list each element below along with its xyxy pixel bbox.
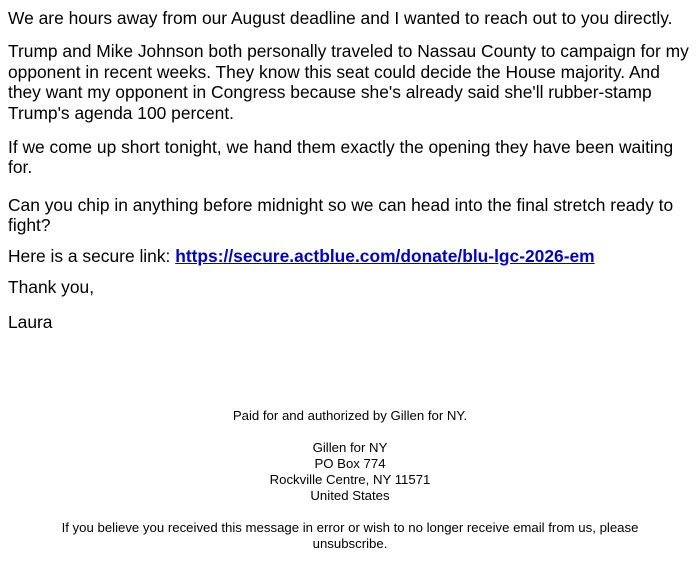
paragraph-chip-in: Can you chip in anything before midnight so we can head into the final stretch ready to fight? <box>8 194 674 236</box>
paid-for-disclaimer: Paid for and authorized by Gillen for NY. <box>232 408 468 423</box>
signature-name: Laura <box>8 312 53 333</box>
donate-link[interactable]: https://secure.actblue.com/donate/blu-lgc-2026-em <box>175 245 595 266</box>
email-body <box>8 8 690 333</box>
paragraph-secure-link <box>8 246 690 266</box>
unsubscribe-notice: If you believe you received this message in error or wish to no longer receive email from us, please unsubscribe. <box>61 520 639 551</box>
address-po-box: PO Box 774 <box>314 456 386 471</box>
email-footer <box>0 408 700 552</box>
paragraph-thank-you: Thank you, <box>8 277 95 298</box>
paragraph-deadline: We are hours away from our August deadline and I wanted to reach out to you directly. <box>8 8 673 28</box>
address-name: Gillen for NY <box>312 440 388 455</box>
address-city: Rockville Centre, NY 11571 <box>269 472 431 487</box>
address-country: United States <box>310 488 390 503</box>
secure-link-prefix: Here is a secure link: <box>8 245 176 266</box>
footer-spacer <box>0 424 700 440</box>
paragraph-short-tonight: If we come up short tonight, we hand them exactly the opening they have been waiting for. <box>8 137 674 178</box>
paragraph-opponent: Trump and Mike Johnson both personally traveled to Nassau County to campaign for my opponent in recent weeks. They know this seat could decide the House majority. And they want my opponent in Congress because she's already said she'll rubber-stamp Trump's agenda 100 percent. <box>8 41 689 123</box>
